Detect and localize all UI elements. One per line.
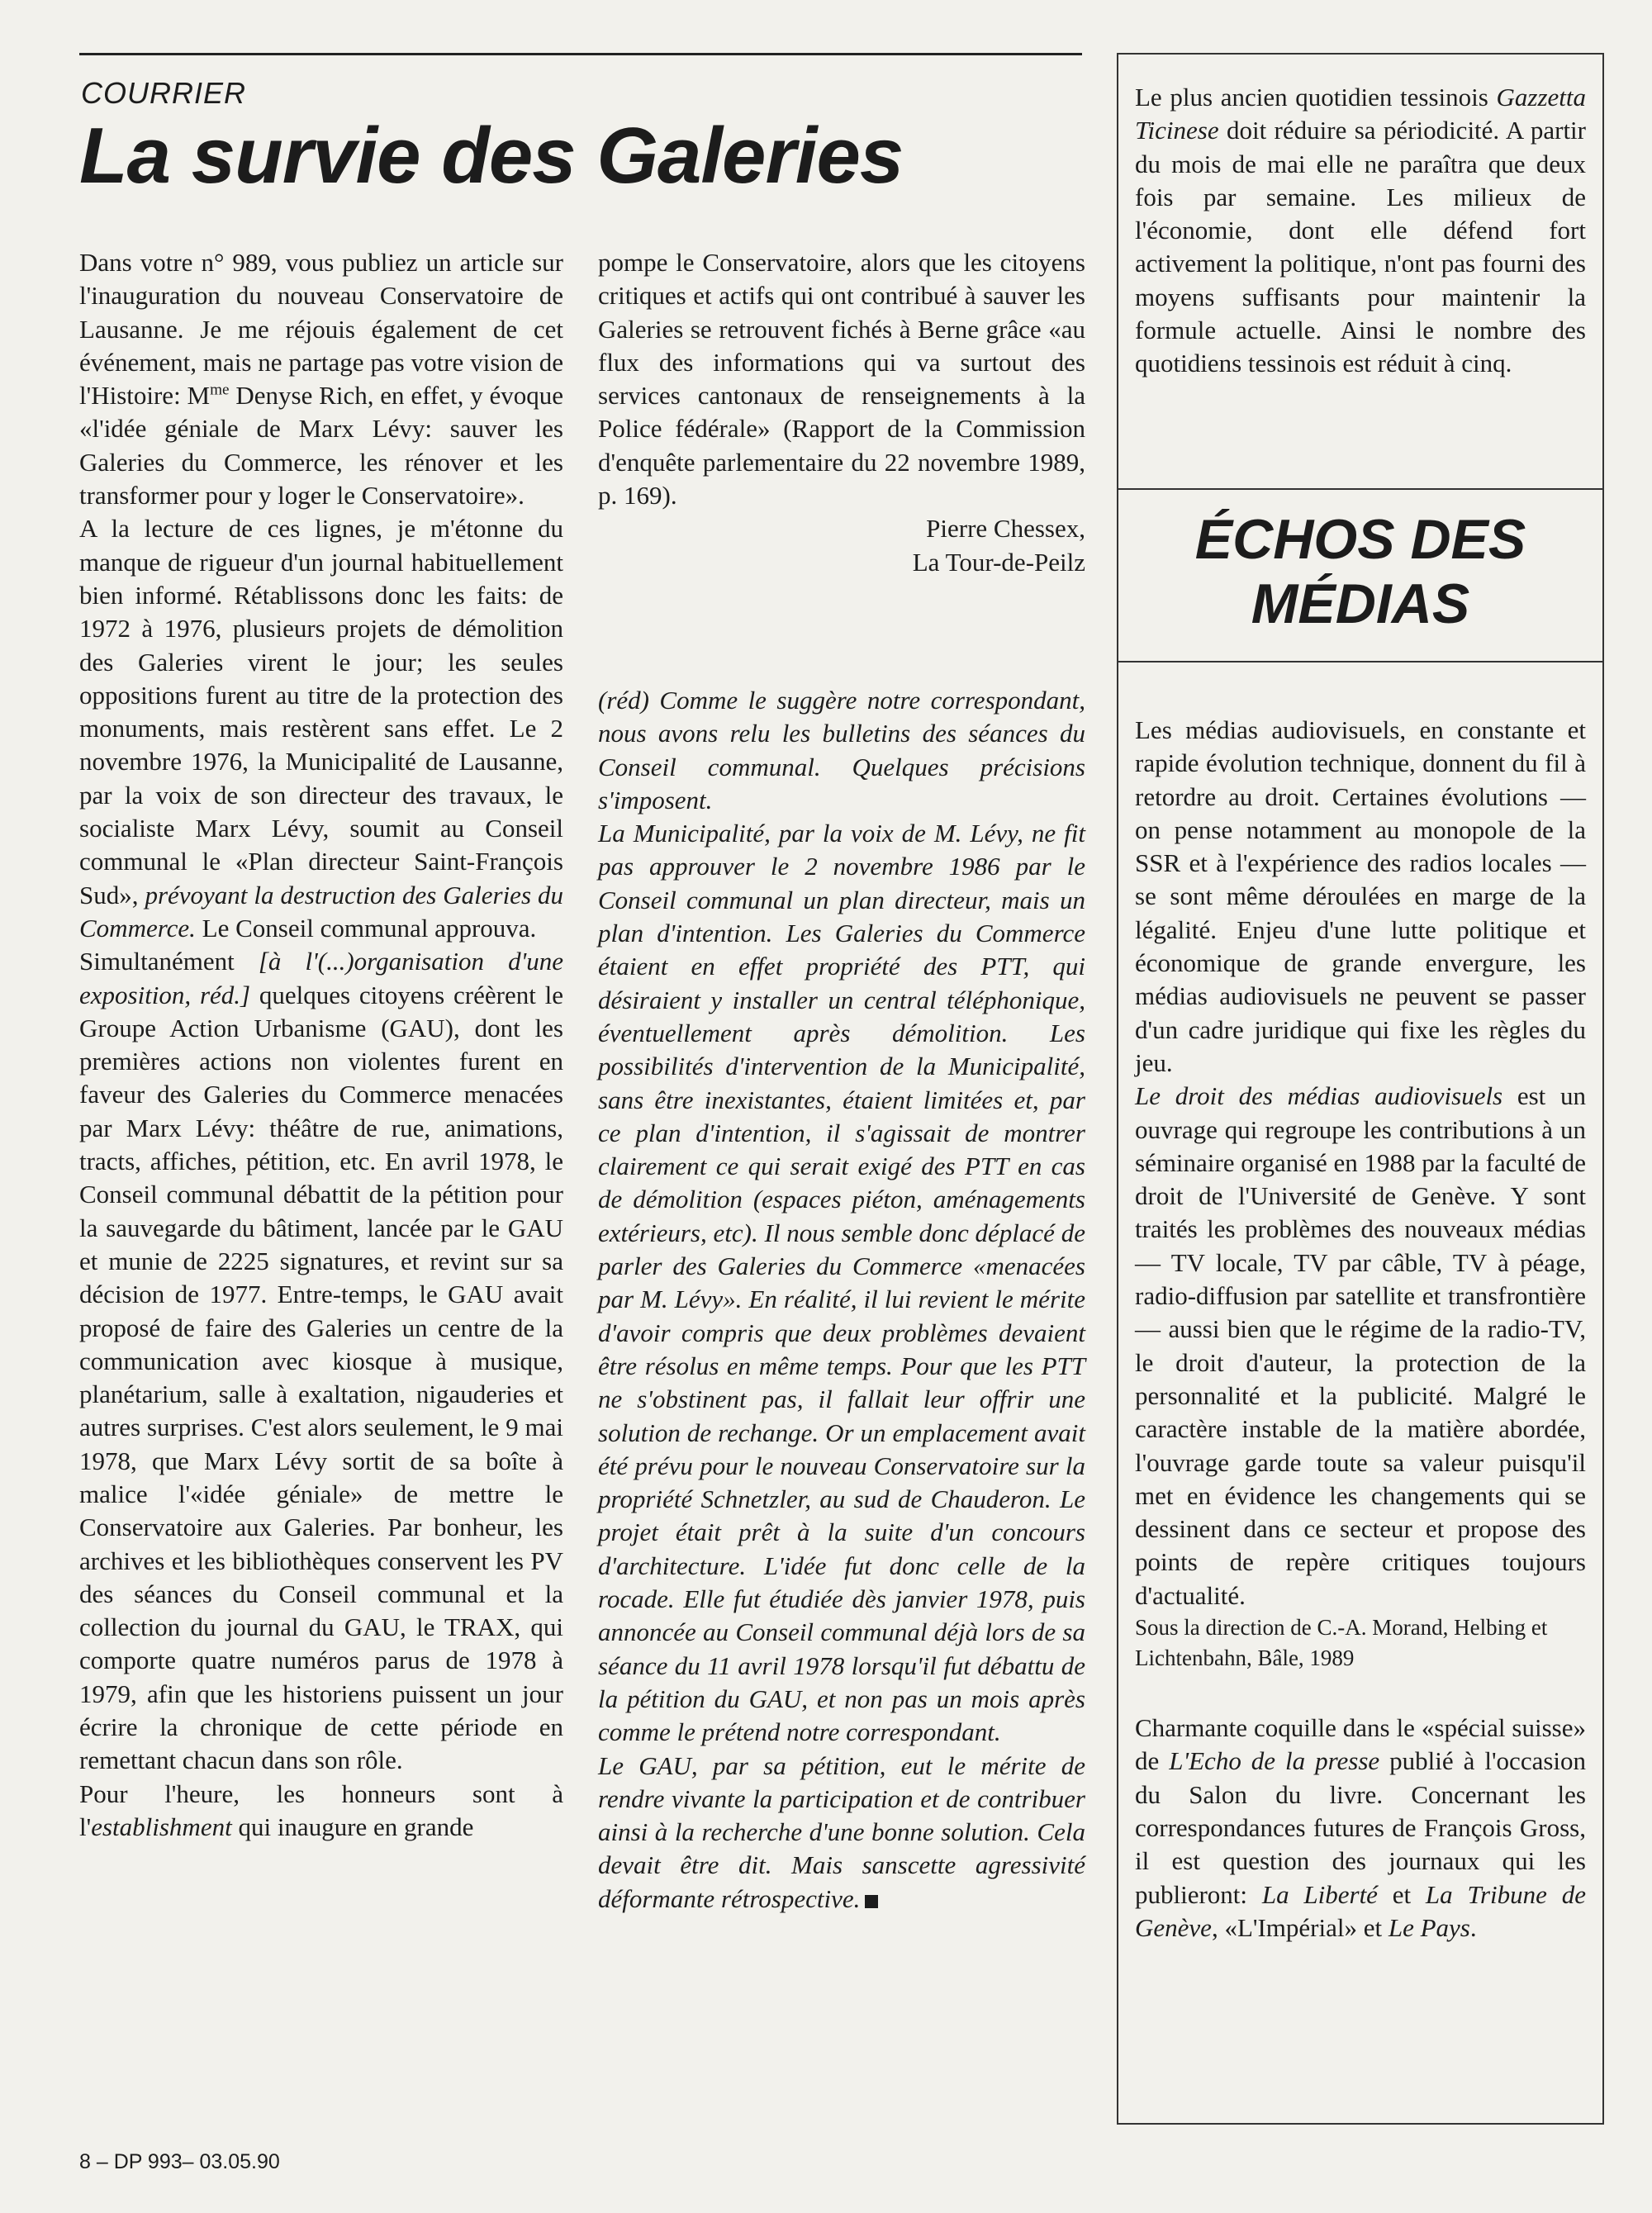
reply-paragraph-2: La Municipalité, par la voix de M. Lévy, ne fit pas approuver le 2 novembre 1986 par le Conseil communal un plan directeur, mais un plan d'intention. Les Galeries du Commerce étaient en effet propriété des PTT, qui désiraient y installer un central téléphonique, éventuellement après démolition. Les possibilités d'intervention de la Municipalité, sans être inexistantes, étaient limitées et, par ce plan d'intention, il s'agissait de montrer clairement ce qui serait exigé des PTT en cas de démolition (espaces piéton, aménagements extérieurs, etc). Il nous semble donc déplacé de parler des Galeries du Commerce «menacées par M. Lévy». En réalité, il lui revient le mérite d'avoir compris que deux problèmes devaient être résolus en même temps. Pour que les PTT ne s'obstinent pas, il fallait leur offrir une solution de rechange. Or un emplacement avait été prévu pour le nouveau Conservatoire sur la propriété Schnetzler, au sud de Chauderon. Le projet était prêt à la suite d'un concours d'architecture. L'idée fut donc celle de la rocade. Elle fut étudiée dès janvier 1978, puis annoncée au Conseil communal déjà lors de sa séance du 11 avril 1978 lorsqu'il fut débattu de la pétition du GAU, et non pas un mois après comme le prétend notre correspondant. xyxy=(598,819,1085,1747)
top-rule xyxy=(79,53,1082,55)
editorial-reply xyxy=(598,684,1085,1916)
article-title: La survie des Galeries xyxy=(79,112,904,200)
sidebar-book-credit: Sous la direction de C.-A. Morand, Helbing et Lichtenbahn, Bâle, 1989 xyxy=(1135,1615,1548,1671)
sidebar-paragraph-1: Les médias audiovisuels, en constante et rapide évolution technique, donnent du fil à retordre au droit. Certaines évolutions — on pense notamment au monopole de la SSR et à l'expérience des radios locales — se sont même déroulées en marge de la légalité. Enjeu d'une lutte politique et économique de grande envergure, les médias audiovisuels ne peuvent se passer d'un cadre juridique qui fixe les règles du jeu. xyxy=(1135,715,1586,1077)
letter-paragraph-2: A la lecture de ces lignes, je m'étonne du manque de rigueur d'un journal habituellement bien informé. Rétablissons donc les faits: de 1972 à 1976, plusieurs projets de démolition des Galeries virent le jour; les seules oppositions furent au titre de la protection des monuments, mais restèrent sans effet. Le 2 novembre 1976, la Municipalité de Lausanne, par la voix de son directeur des travaux, le socialiste Marx Lévy, soumit au Conseil communal le «Plan directeur Saint-François Sud», prévoyant la destruction des Galeries du Commerce. Le Conseil communal approuva. xyxy=(79,514,563,943)
sidebar-heading-line-1: ÉCHOS DES xyxy=(1194,508,1526,571)
sidebar-box xyxy=(1117,53,1604,2125)
letter-paragraph-4: Pour l'heure, les honneurs sont à l'establishment qui inaugure en grande xyxy=(79,1778,563,1841)
letter-signature-place: La Tour-de-Peilz xyxy=(912,547,1085,577)
sidebar-spacer xyxy=(1135,1674,1586,1712)
end-mark-icon xyxy=(865,1895,878,1908)
letter-paragraph-5: pompe le Conservatoire, alors que les citoyens critiques et actifs qui ont contribué à sauver les Galeries se retrouvent fichés à Berne grâce «au flux des informations qui va surtout des services cantonaux de renseignements à la Police fédérale» (Rapport de la Commission d'enquête parlementaire du 22 novembre 1989, p. 169). xyxy=(598,248,1085,511)
letter-column-1 xyxy=(79,246,563,1844)
sidebar-intro-text: Le plus ancien quotidien tessinois Gazzetta Ticinese doit réduire sa périodicité. A partir du mois de mai elle ne paraîtra que deux fois par semaine. Les milieux de l'économie, dont elle défend fort activement la politique, n'ont pas fourni des moyens suffisants pour maintenir la formule actuelle. Ainsi le nombre des quotidiens tessinois est réduit à cinq. xyxy=(1135,83,1586,378)
reply-paragraph-1: (réd) Comme le suggère notre correspondant, nous avons relu les bulletins des séances du Conseil communal. Quelques précisions s'imposent. xyxy=(598,686,1085,814)
sidebar-paragraph-3: Charmante coquille dans le «spécial suisse» de L'Echo de la presse publié à l'occasion du Salon du livre. Concernant les correspondances futures de François Gross, il est question des journaux qui les publieront: La Liberté et La Tribune de Genève, «L'Impérial» et Le Pays. xyxy=(1135,1713,1587,1942)
letter-paragraph-3: Simultanément [à l'(...)organisation d'une exposition, réd.] quelques citoyens créèrent le Groupe Action Urbanisme (GAU), dont les premières actions non violentes furent en faveur des Galeries du Commerce menacées par Marx Lévy: théâtre de rue, animations, tracts, affiches, pétition, etc. En avril 1978, le Conseil communal débattit de la pétition pour la sauvegarde du bâtiment, lancée par le GAU et munie de 2225 signatures, et revint sur sa décision de 1977. Entre-temps, le GAU avait proposé de faire des Galeries un centre de la communication avec kiosque à musique, planétarium, salle à exaltation, nigauderies et autres surprises. C'est alors seulement, le 9 mai 1978, que Marx Lévy sortit de sa boîte à malice l'«idée géniale» de mettre le Conservatoire aux Galeries. Par bonheur, les archives et les bibliothèques conservent les PV des séances du Conseil communal et la collection du journal du GAU, le TRAX, qui comporte quatre numéros parus de 1978 à 1979, afin que les historiens puissent un jour écrire la chronique de cette période en remettant chacun dans son rôle. xyxy=(79,947,564,1775)
page-folio: 8 – DP 993– 03.05.90 xyxy=(79,2150,280,2173)
letter-paragraph-1: Dans votre n° 989, vous publiez un article sur l'inauguration du nouveau Conservatoire de Lausanne. Je me réjouis également de cet événement, mais ne partage pas votre vision de l'Histoire: $M^{me}$ Denyse Rich, en effet, y évoque «l'idée géniale de Marx Lévy: sauver les Galeries du Commerce, les rénover et les transformer pour y loger le Conservatoire». xyxy=(79,248,564,511)
letter-signature-name: Pierre Chessex, xyxy=(926,514,1085,544)
sidebar-intro xyxy=(1135,81,1586,381)
sidebar-divider-top xyxy=(1118,488,1602,490)
sidebar-paragraph-2: Le droit des médias audiovisuels est un ouvrage qui regroupe les contributions à un séminaire organisé en 1988 par la faculté de droit de l'Université de Genève. Y sont traités les problèmes des nouveaux médias — TV locale, TV par câble, TV à péage, radio-diffusion par satellite et transfrontière — aussi bien que le régime de la radio-TV, le droit d'auteur, la protection de la personnalité et la publicité. Malgré le caractère instable de la matière abordée, l'ouvrage garde toute sa valeur puisqu'il met en évidence les changements qui se dessinent dans ce secteur et propose des points de repère critiques toujours d'actualité. xyxy=(1135,1081,1587,1610)
sidebar-heading-line-2: MÉDIAS xyxy=(1251,572,1470,635)
sidebar-body xyxy=(1135,714,1586,1945)
sidebar-heading xyxy=(1118,507,1602,636)
section-kicker: COURRIER xyxy=(81,76,247,110)
sidebar-divider-bottom xyxy=(1118,661,1602,662)
letter-column-2 xyxy=(598,246,1085,579)
reply-paragraph-3: Le GAU, par sa pétition, eut le mérite de rendre vivante la participation et de contribuer ainsi à la recherche d'une bonne solution. Cela devait être dit. Mais sanscette agressivité déformante rétrospective. xyxy=(598,1750,1085,1913)
